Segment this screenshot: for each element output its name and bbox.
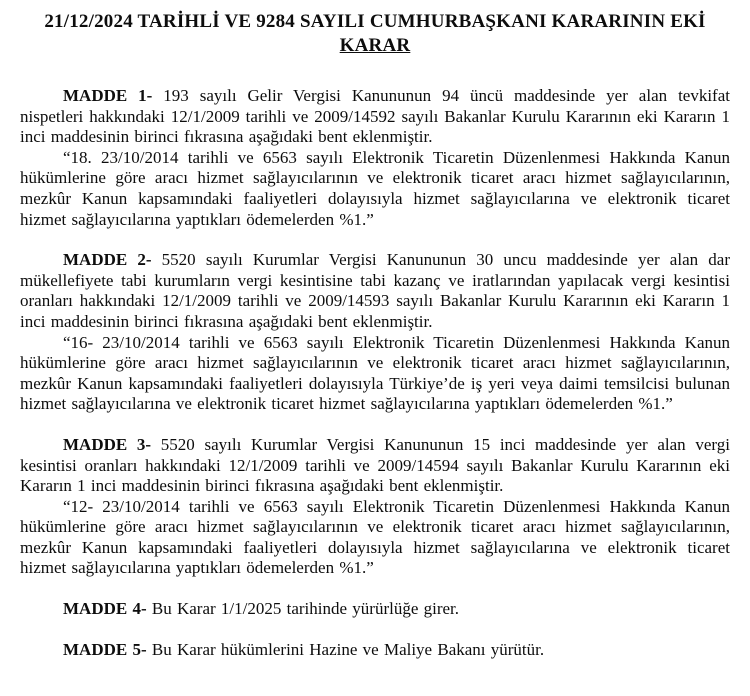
madde-3-label: MADDE 3- (63, 434, 152, 454)
madde-5-label: MADDE 5- (63, 639, 147, 659)
madde-1-paragraph (20, 86, 730, 148)
article-madde-5 (20, 640, 730, 661)
madde-1-label: MADDE 1- (63, 86, 153, 105)
madde-3-quoted-clause: “12- 23/10/2014 tarihli ve 6563 sayılı Elektronik Ticaretin Düzenlenmesi Hakkında Kanun hükümlerine göre aracı hizmet sağlayıcılarının ve elektronik ticaret aracı hizmet sağlayıcılarının, mezkûr Kanun kapsamındaki faaliyetleri dolayısıyla hizmet sağlayıcılarına ve elektronik ticaret hizmet sağlayıcılarına yaptıkları ödemelerden %1.” (20, 496, 730, 578)
madde-4-label: MADDE 4- (63, 599, 147, 619)
article-madde-3 (20, 435, 730, 579)
madde-4-paragraph (20, 599, 730, 620)
article-madde-1 (20, 86, 730, 230)
article-madde-4 (20, 599, 730, 620)
document-title (20, 10, 730, 58)
madde-3-text: 5520 sayılı Kurumlar Vergisi Kanununun 15 inci maddesinde yer alan vergi kesintisi oranları hakkındaki 12/1/2009 tarihli ve 2009/14594 sayılı Bakanlar Kurulu Kararının eki Kararın 1 inci maddesinin birinci fıkrasına aşağıdaki bent eklenmiştir. (20, 434, 730, 496)
madde-2-quoted-clause: “16- 23/10/2014 tarihli ve 6563 sayılı Elektronik Ticaretin Düzenlenmesi Hakkında Kanun hükümlerine göre aracı hizmet sağlayıcılarının ve elektronik ticaret aracı hizmet sağlayıcılarının, mezkûr Kanun kapsamındaki faaliyetleri dolayısıyla Türkiye’de iş yeri veya daimi temsilcisi bulunan hizmet sağlayıcılarına ve elektronik ticaret hizmet sağlayıcılarına yaptıkları ödemelerden %1.” (20, 332, 730, 414)
madde-5-text: Bu Karar hükümlerini Hazine ve Maliye Bakanı yürütür. (146, 639, 545, 659)
madde-2-label: MADDE 2- (63, 250, 152, 270)
madde-4-text: Bu Karar 1/1/2025 tarihinde yürürlüğe girer. (146, 599, 460, 619)
title-line-2: KARAR (339, 35, 411, 56)
madde-1-text: 193 sayılı Gelir Vergisi Kanununun 94 üncü maddesinde yer alan tevkifat nispetleri hakkındaki 12/1/2009 tarihli ve 2009/14592 sayılı Bakanlar Kurulu Kararının eki Kararın 1 inci maddesinin birinci fıkrasına aşağıdaki bent eklenmiştir. (20, 86, 730, 147)
title-line-1: 21/12/2024 TARİHLİ VE 9284 SAYILI CUMHURBAŞKANI KARARININ EKİ (44, 11, 706, 32)
madde-1-quoted-clause: “18. 23/10/2014 tarihli ve 6563 sayılı Elektronik Ticaretin Düzenlenmesi Hakkında Kanun hükümlerine göre aracı hizmet sağlayıcılarının ve elektronik ticaret aracı hizmet sağlayıcılarının, mezkûr Kanun kapsamındaki faaliyetleri dolayısıyla hizmet sağlayıcılarına ve elektronik ticaret hizmet sağlayıcılarına yaptıkları ödemelerden %1.” (20, 147, 730, 229)
madde-2-paragraph (20, 250, 730, 332)
madde-5-paragraph (20, 640, 730, 661)
madde-3-paragraph (20, 435, 730, 497)
article-madde-2 (20, 250, 730, 415)
madde-2-text: 5520 sayılı Kurumlar Vergisi Kanununun 30 uncu maddesinde yer alan dar mükellefiyete tabi kurumların vergi kesintisine tabi kazanç ve iratlarından yapılacak vergi kesintisi oranları hakkındaki 12/1/2009 tarihli ve 2009/14593 sayılı Bakanlar Kurulu Kararının eki Kararın 1 inci maddesinin birinci fıkrasına aşağıdaki bent eklenmiştir. (20, 250, 730, 331)
